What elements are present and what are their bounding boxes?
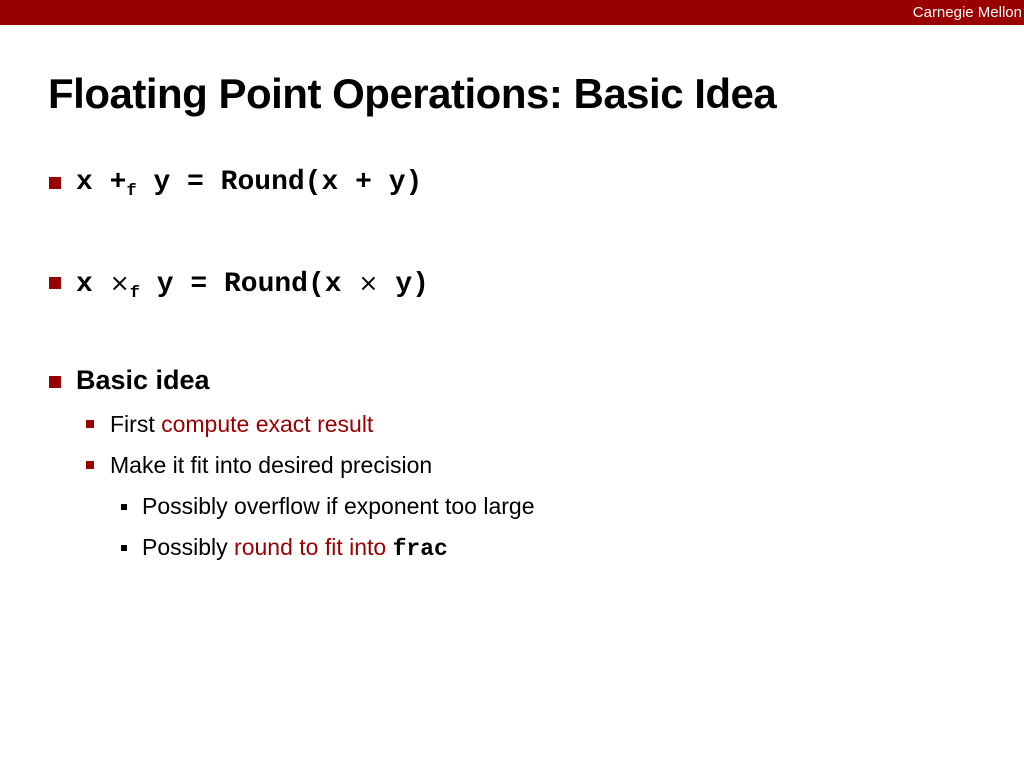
formula-lhs: x (76, 167, 93, 198)
sub-sub-bullet-marker (121, 504, 127, 510)
basic-idea-heading: Basic idea (76, 365, 210, 395)
header-bar (0, 0, 1024, 25)
sub-sub-bullet-prefix: Possibly (142, 534, 235, 560)
brand-label: Carnegie Mellon (912, 4, 1022, 21)
sub-sub-bullet-round (142, 532, 448, 564)
formula-rhs-pre: y = Round(x (156, 269, 342, 300)
sub-bullet-highlight: compute exact result (161, 411, 374, 437)
formula-operator: × (109, 269, 130, 297)
bullet-marker (49, 177, 61, 189)
formula-operator-subscript: f (129, 284, 140, 303)
sub-bullet-marker (86, 461, 94, 469)
sub-bullet-compute (110, 409, 373, 439)
frac-code: frac (392, 536, 448, 562)
formula-operator-subscript: f (126, 182, 137, 201)
multiplication-formula (76, 265, 429, 306)
sub-sub-bullet-overflow: Possibly overflow if exponent too large (142, 493, 535, 519)
sub-sub-bullet-marker (121, 545, 127, 551)
bullet-marker (49, 277, 61, 289)
sub-bullet-fit: Make it fit into desired precision (110, 452, 433, 478)
slide-title: Floating Point Operations: Basic Idea (48, 70, 777, 117)
sub-bullet-prefix: First (110, 411, 162, 437)
formula-operator: + (109, 167, 127, 198)
formula-rhs-operator: × (358, 269, 379, 297)
sub-sub-bullet-highlight: round to fit into (234, 534, 387, 560)
formula-rhs-post: y) (395, 269, 429, 300)
sub-bullet-marker (86, 420, 94, 428)
addition-formula (76, 165, 422, 204)
bullet-marker (49, 376, 61, 388)
formula-lhs: x (76, 269, 93, 300)
formula-rhs: y = Round(x + y) (153, 167, 423, 198)
